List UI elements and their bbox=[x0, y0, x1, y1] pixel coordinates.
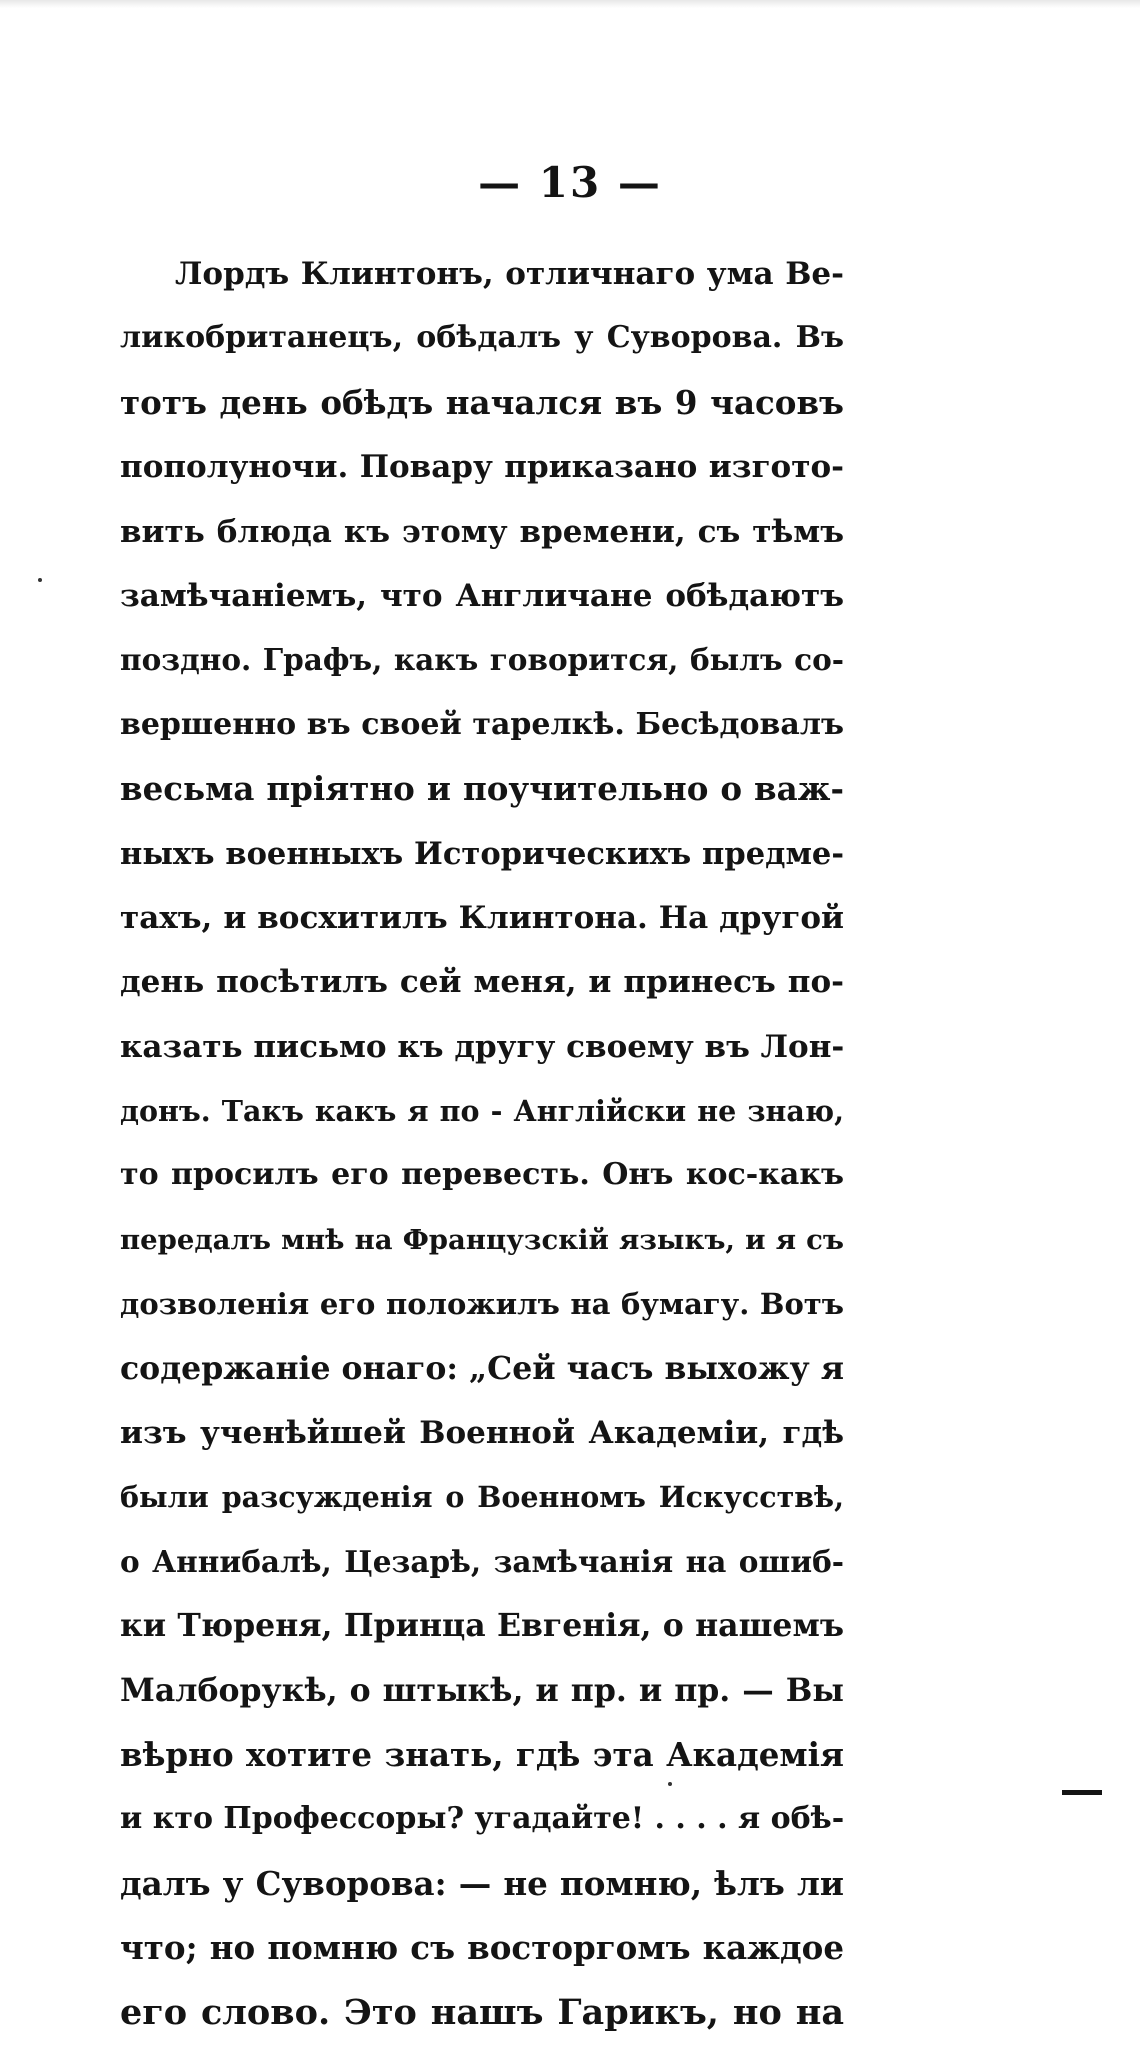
text-line: ныхъ военныхъ Историческихъ предме- bbox=[120, 835, 844, 872]
text-line: изъ ученѣйшей Военной Академіи, гдѣ bbox=[120, 1415, 844, 1452]
text-line: вершенно въ своей тарелкѣ. Бесѣдовалъ bbox=[120, 706, 844, 742]
text-line: и кто Профессоры? угадайте! . . . . я обѣ- bbox=[120, 1801, 844, 1837]
text-line: тотъ день обѣдъ начался въ 9 часовъ bbox=[120, 382, 844, 422]
page-number: — 13 — bbox=[478, 158, 662, 207]
text-line: его слово. Это нашъ Гарикъ, но на bbox=[120, 1991, 844, 2033]
text-line: то просилъ его перевесть. Онъ кос-какъ bbox=[120, 1157, 844, 1193]
margin-mark bbox=[1062, 1790, 1102, 1795]
text-line: Лордъ Клинтонъ, отличнаго ума Ве- bbox=[175, 256, 844, 292]
text-line: донъ. Такъ какъ я по - Англійски не знаю, bbox=[120, 1094, 844, 1129]
text-line: вить блюда къ этому времени, съ тѣмъ bbox=[120, 513, 844, 550]
text-line: день посѣтилъ сей меня, и принесъ по- bbox=[120, 964, 844, 1001]
text-line: дозволенія его положилъ на бумагу. Вотъ bbox=[120, 1287, 844, 1322]
body-text bbox=[120, 242, 844, 2045]
text-line: передалъ мнѣ на Французскій языкъ, и я съ bbox=[120, 1223, 844, 1256]
text-line: казать письмо къ другу своему въ Лон- bbox=[120, 1028, 844, 1065]
text-line: были разсужденія о Военномъ Искусствѣ, bbox=[120, 1480, 844, 1515]
text-line: содержаніе онаго: „Сей часъ выхожу я bbox=[120, 1349, 844, 1387]
text-line: весьма пріятно и поучительно о важ- bbox=[120, 769, 844, 809]
page-top-edge bbox=[0, 0, 1140, 8]
text-line: ликобританецъ, обѣдалъ у Суворова. Въ bbox=[120, 320, 844, 356]
text-line: Малборукѣ, о штыкѣ, и пр. и пр. — Вы bbox=[120, 1671, 844, 1709]
text-line: пополуночи. Повару приказано изгото- bbox=[120, 449, 844, 486]
print-speck bbox=[668, 1782, 672, 1786]
text-line: что; но помню съ восторгомъ каждое bbox=[120, 1928, 844, 1968]
text-line: вѣрно хотите знать, гдѣ эта Академія bbox=[120, 1734, 844, 1774]
text-line: поздно. Графъ, какъ говорится, былъ со- bbox=[120, 642, 844, 678]
text-line: о Аннибалѣ, Цезарѣ, замѣчанія на ошиб- bbox=[120, 1543, 844, 1579]
text-line: далъ у Суворова: — не помню, ѣлъ ли bbox=[120, 1863, 844, 1903]
text-line: тахъ, и восхитилъ Клинтона. На другой bbox=[120, 899, 844, 936]
print-speck bbox=[38, 578, 42, 582]
text-line: ки Тюреня, Принца Евгенія, о нашемъ bbox=[120, 1607, 844, 1645]
text-line: замѣчаніемъ, что Англичане обѣдаютъ bbox=[120, 577, 844, 614]
